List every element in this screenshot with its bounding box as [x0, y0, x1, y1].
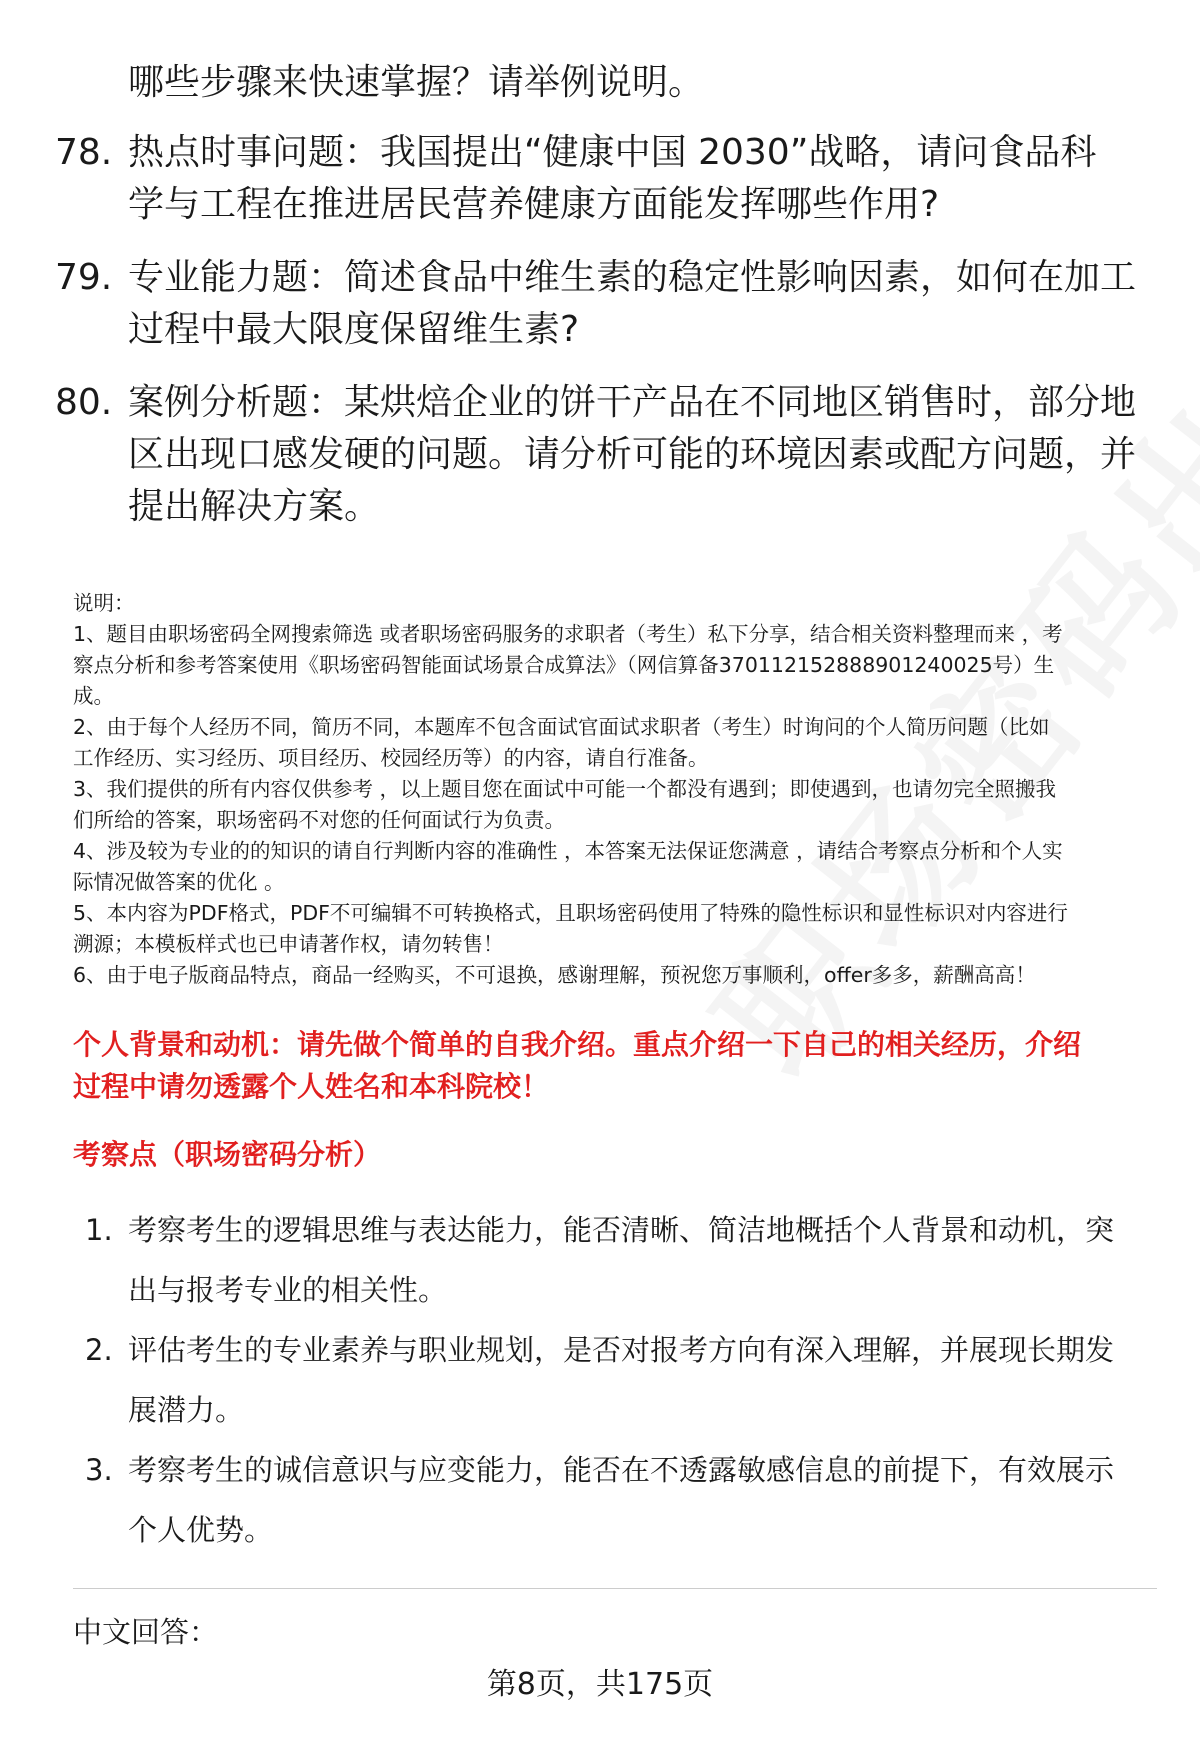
notes-line: 察点分析和参考答案使用《职场密码智能面试场景合成算法》（网信算备370112152888901240025号）生: [73, 653, 1055, 677]
notes-line: 际情况做答案的优化 。: [73, 870, 285, 894]
point-3-number: 3.: [85, 1453, 113, 1487]
point-1-line-2: 出与报考专业的相关性。: [128, 1273, 448, 1307]
notes-block: [73, 588, 1163, 991]
notes-line: 3、我们提供的所有内容仅供参考 ，以上题目您在面试中可能一个都没有遇到；即使遇到，也请勿完全照搬我: [73, 777, 1057, 801]
notes-line: 成。: [73, 684, 114, 708]
notes-title: 说明：: [73, 591, 135, 615]
point-1-line-1: 考察考生的逻辑思维与表达能力，能否清晰、简洁地概括个人背景和动机，突: [128, 1213, 1115, 1247]
question-80-number: 80.: [55, 382, 113, 423]
question-80-line-3: 提出解决方案。: [128, 486, 381, 527]
notes-line: 溯源；本模板样式也已申请著作权，请勿转售！: [73, 932, 504, 956]
answer-label: 中文回答：: [73, 1615, 219, 1649]
question-78-line-1: 热点时事问题：我国提出“健康中国 2030”战略，请问食品科: [128, 132, 1097, 173]
notes-line: 2、由于每个人经历不同，简历不同，本题库不包含面试官面试求职者（考生）时询问的个人简历问题（比如: [73, 715, 1050, 739]
point-3-line-1: 考察考生的诚信意识与应变能力，能否在不透露敏感信息的前提下，有效展示: [128, 1453, 1115, 1487]
point-2-line-2: 展潜力。: [128, 1393, 245, 1427]
notes-line: 工作经历、实习经历、项目经历、校园经历等）的内容，请自行准备。: [73, 746, 709, 770]
background-question-line-2: 过程中请勿透露个人姓名和本科院校！: [73, 1070, 550, 1103]
point-2-line-1: 评估考生的专业素养与职业规划，是否对报考方向有深入理解，并展现长期发: [128, 1333, 1115, 1367]
question-78-line-2: 学与工程在推进居民营养健康方面能发挥哪些作用?: [128, 184, 940, 225]
question-79-line-1: 专业能力题：简述食品中维生素的稳定性影响因素，如何在加工: [128, 257, 1137, 298]
notes-line: 4、涉及较为专业的的知识的请自行判断内容的准确性 ，本答案无法保证您满意 ，请结合考察点分析和个人实: [73, 839, 1063, 863]
point-3-line-2: 个人优势。: [128, 1513, 274, 1547]
question-78-number: 78.: [55, 132, 113, 173]
analysis-heading: 考察点（职场密码分析）: [73, 1138, 382, 1171]
notes-line: 1、题目由职场密码全网搜索筛选 或者职场密码服务的求职者（考生）私下分享，结合相关资料整理而来 ，考: [73, 622, 1063, 646]
notes-line: 5、本内容为PDF格式，PDF不可编辑不可转换格式，且职场密码使用了特殊的隐性标识和显性标识对内容进行: [73, 901, 1068, 925]
question-79-line-2: 过程中最大限度保留维生素?: [128, 309, 580, 350]
notes-line: 们所给的答案，职场密码不对您的任何面试行为负责。: [73, 808, 565, 832]
notes-line: 6、由于电子版商品特点，商品一经购买，不可退换，感谢理解，预祝您万事顺利，offer多多，薪酬高高！: [73, 963, 1036, 987]
point-2-number: 2.: [85, 1333, 113, 1367]
background-question-line-1: 个人背景和动机：请先做个简单的自我介绍。重点介绍一下自己的相关经历，介绍: [73, 1028, 1082, 1061]
question-80-line-1: 案例分析题：某烘焙企业的饼干产品在不同地区销售时，部分地: [128, 382, 1137, 423]
section-divider: [73, 1588, 1157, 1589]
question-80-line-2: 区出现口感发硬的问题。请分析可能的环境因素或配方问题，并: [128, 434, 1137, 475]
question-79-number: 79.: [55, 257, 113, 298]
question-77-tail: 哪些步骤来快速掌握？请举例说明。: [128, 62, 705, 103]
page-footer: 第8页，共175页: [486, 1667, 714, 1702]
point-1-number: 1.: [85, 1213, 113, 1247]
